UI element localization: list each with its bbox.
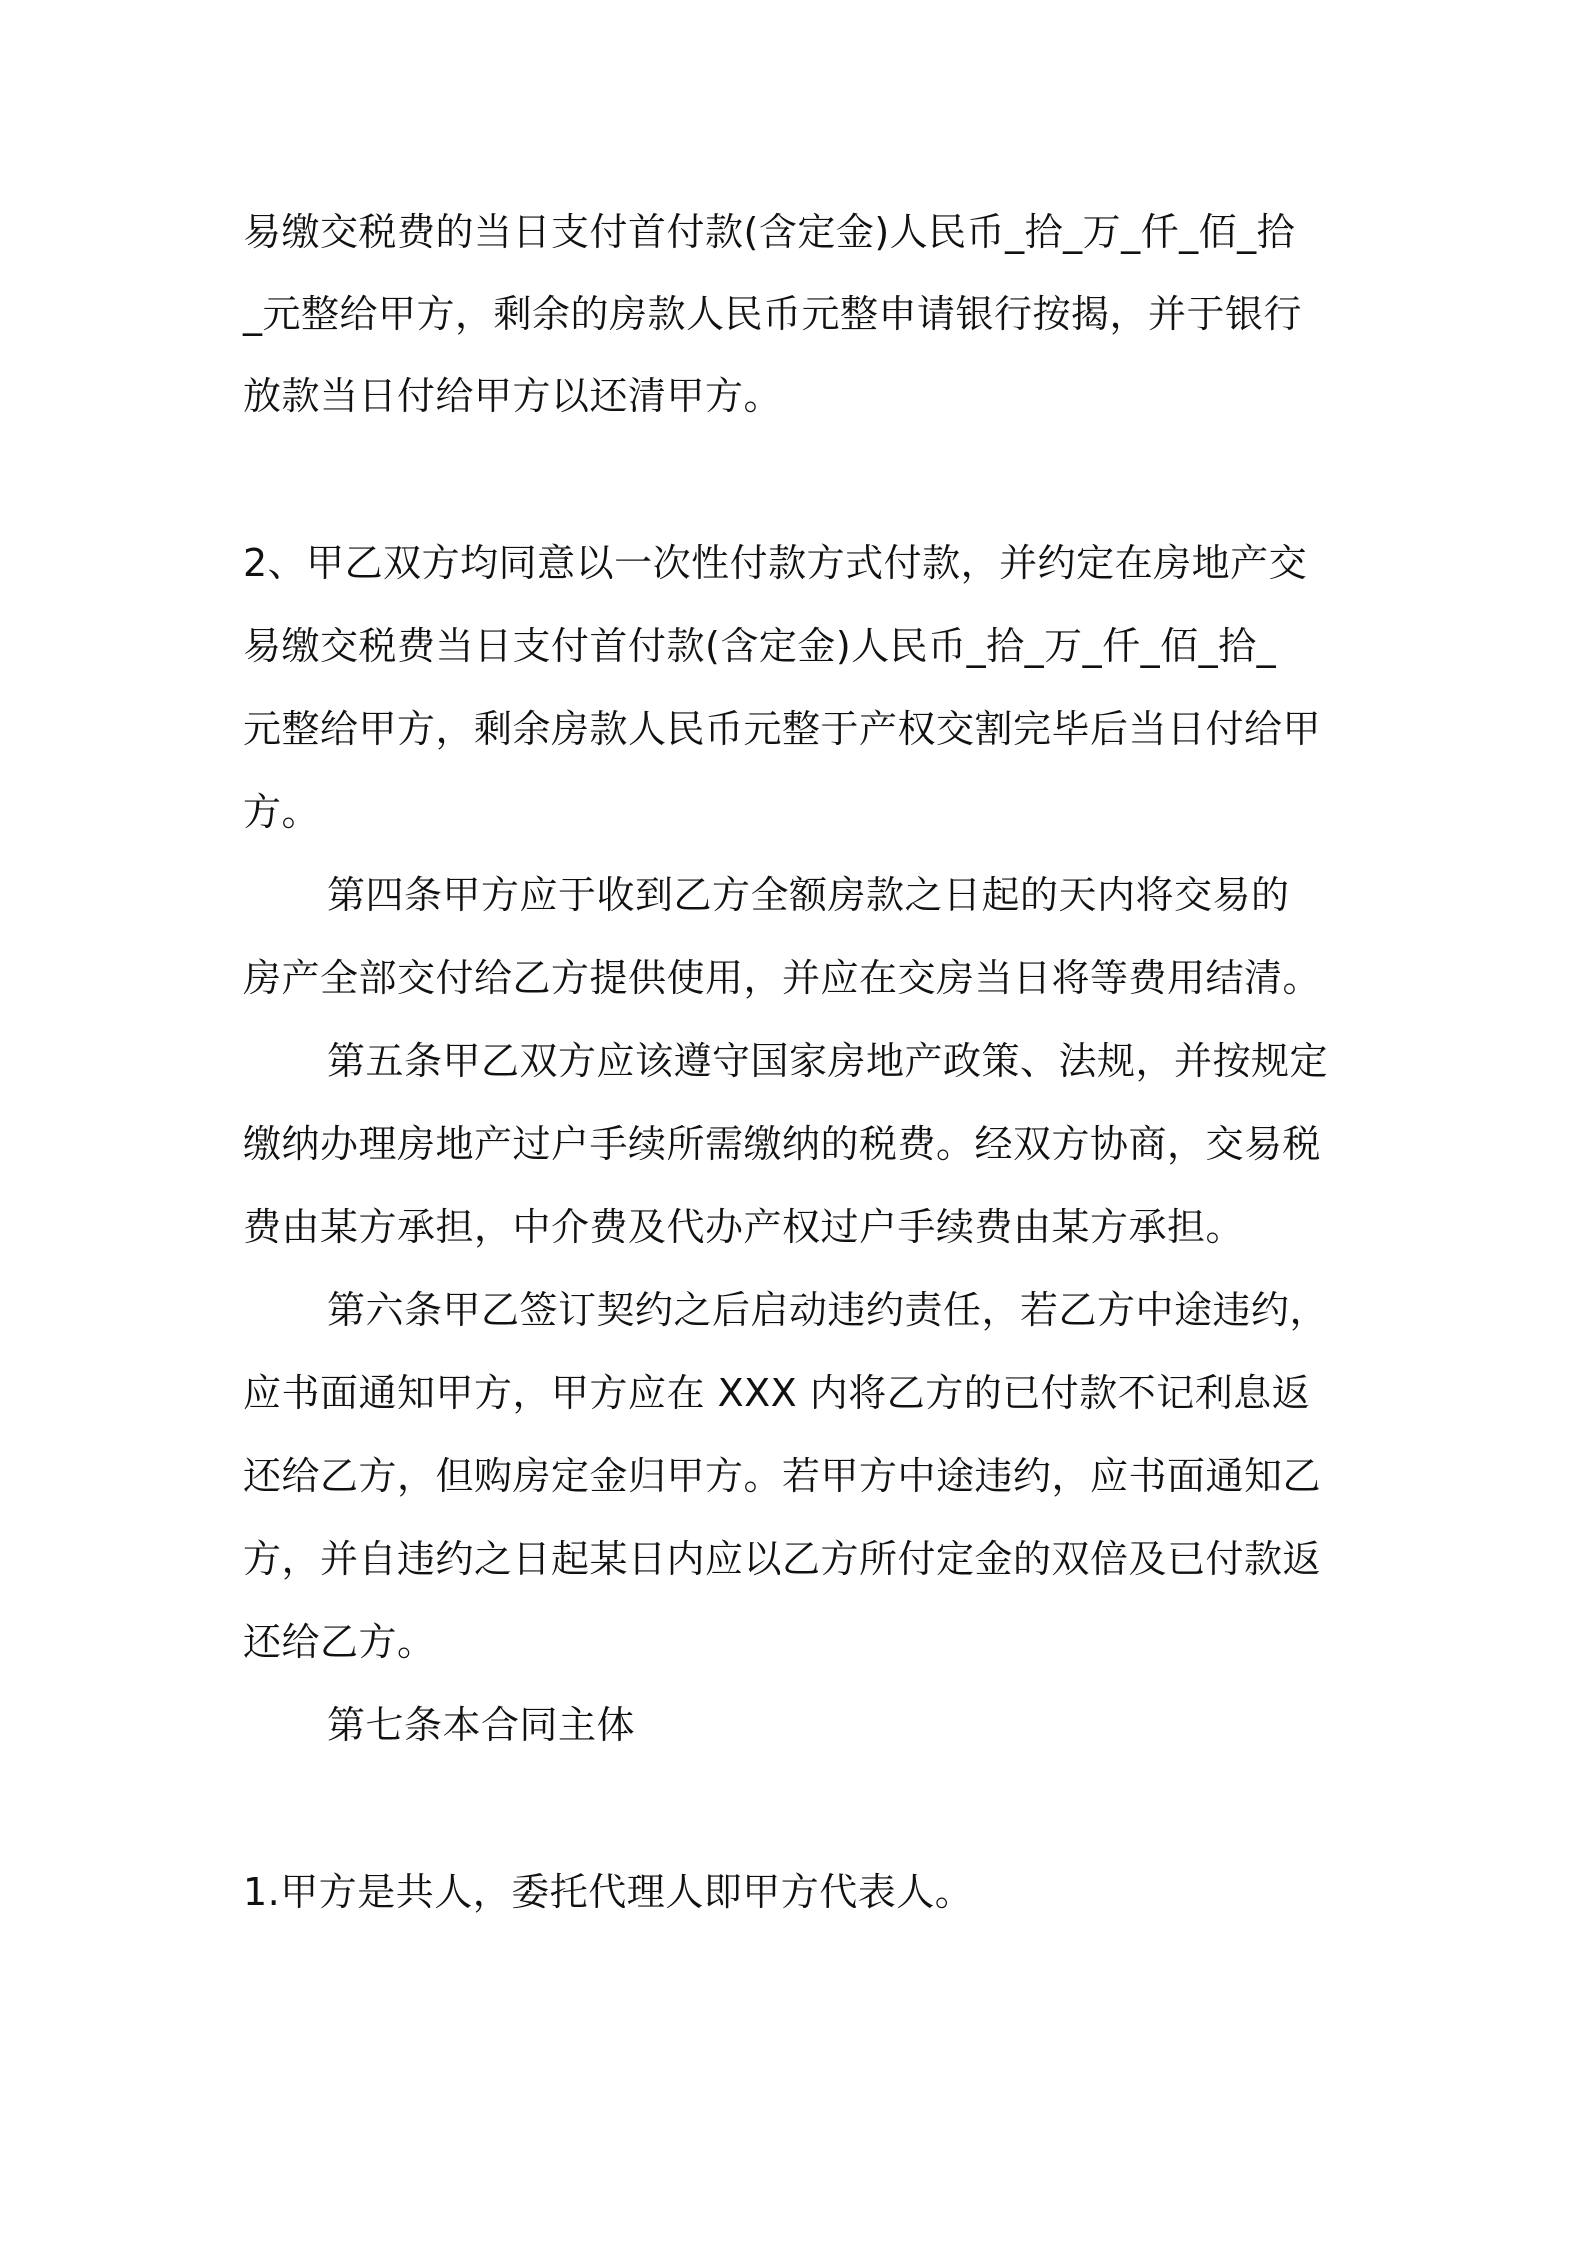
text-line: 费由某方承担，中介费及代办产权过户手续费由某方承担。	[243, 1205, 1245, 1249]
text-line: _元整给甲方，剩余的房款人民币元整申请银行按揭，并于银行	[243, 292, 1303, 336]
text-line: 还给乙方，但购房定金归甲方。若甲方中途违约，应书面通知乙	[243, 1454, 1322, 1498]
text-line: 方，并自违约之日起某日内应以乙方所付定金的双倍及已付款返	[243, 1537, 1322, 1581]
clause-6-start: 第六条甲乙签订契约之后启动违约责任，若乙方中途违约，	[327, 1288, 1329, 1332]
text-line: 还给乙方。	[243, 1620, 436, 1664]
clause-7-heading: 第七条本合同主体	[327, 1703, 636, 1747]
text-line: 易缴交税费的当日支付首付款(含定金)人民币_拾_万_仟_佰_拾	[243, 210, 1296, 254]
text-line: 2、甲乙双方均同意以一次性付款方式付款，并约定在房地产交	[243, 541, 1308, 585]
text-line: 放款当日付给甲方以还清甲方。	[243, 374, 783, 418]
text-line: 应书面通知甲方，甲方应在 XXX 内将乙方的已付款不记利息返	[243, 1371, 1311, 1415]
clause-5-start: 第五条甲乙双方应该遵守国家房地产政策、法规，并按规定	[327, 1039, 1329, 1083]
text-line: 缴纳办理房地产过户手续所需缴纳的税费。经双方协商，交易税	[243, 1122, 1322, 1166]
text-line: 方。	[243, 790, 321, 834]
clause-4-start: 第四条甲方应于收到乙方全额房款之日起的天内将交易的	[327, 873, 1290, 917]
text-line: 房产全部交付给乙方提供使用，并应在交房当日将等费用结清。	[243, 956, 1322, 1000]
text-line: 1.甲方是共人，委托代理人即甲方代表人。	[243, 1870, 974, 1914]
text-line: 元整给甲方，剩余房款人民币元整于产权交割完毕后当日付给甲	[243, 707, 1322, 751]
text-line: 易缴交税费当日支付首付款(含定金)人民币_拾_万_仟_佰_拾_	[243, 624, 1277, 668]
